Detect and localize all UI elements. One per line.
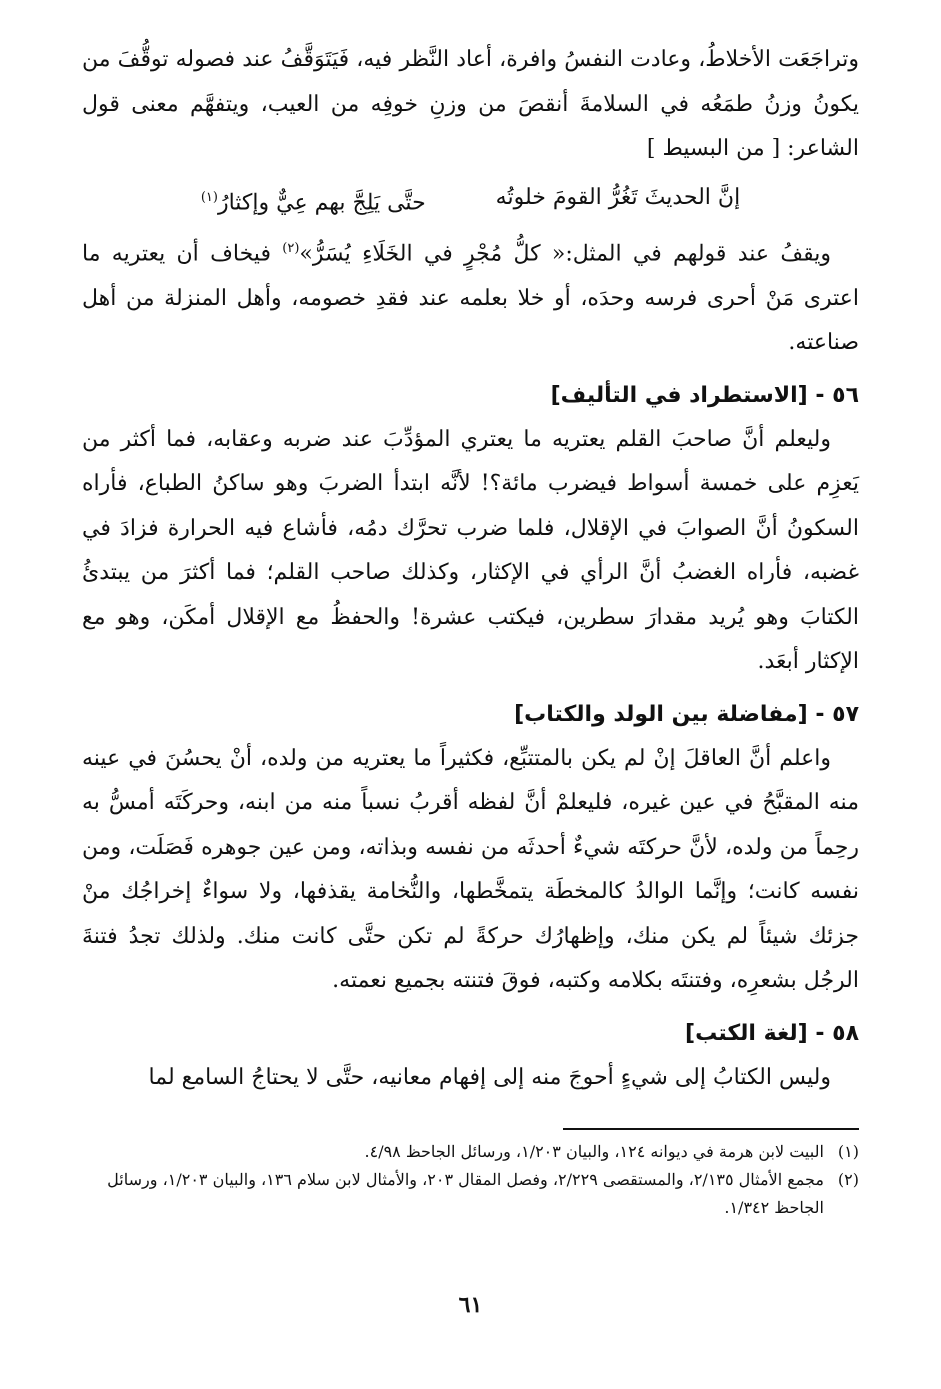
footnote-2-text: مجمع الأمثال ٢/١٣٥، والمستقصى ٢/٢٢٩، وفصل المقال ٢٠٣، والأمثال لابن سلام ١٣٦، والبيان ١/٢٠٣، ورسائل الجاحظ ١/٣٤٢. — [107, 1170, 824, 1218]
verse-second-hemistich-text: حتَّى يَلِجَّ بهم عِيٌّ وإكثارُ — [217, 189, 426, 215]
section-heading-56: ٥٦ - [الاستطراد في التأليف] — [550, 382, 859, 408]
section-heading-58: ٥٨ - [لغة الكتب] — [685, 1020, 859, 1046]
paragraph-5: وليس الكتابُ إلى شيءٍ أحوجَ منه إلى إفهام معانيه، حتَّى لا يحتاجُ السامع لما — [148, 1064, 831, 1090]
footnote-1-number: (١) — [837, 1142, 859, 1162]
footnote-divider — [563, 1128, 859, 1130]
footnote-1 — [82, 1138, 859, 1166]
footnote-1-text: البيت لابن هرمة في ديوانه ١٢٤، والبيان ١/٢٠٣، ورسائل الجاحظ ٤/٩٨. — [364, 1142, 824, 1162]
verse-second-hemistich — [201, 176, 426, 225]
poetry-verse — [82, 176, 859, 225]
paragraph-4: واعلم أنَّ العاقلَ إنْ لم يكن بالمتتبِّع، فكثيراً ما يعتريه من ولده، أنْ يحسُنَ في عينه منه المقبَّحُ في عين غيره، فليعلمْ أنَّ لفظه أقربُ نسباً منه من ابنه، وحركَتَه أمسُّ به رحِماً من ولده، لأنَّ حركتَه شيءٌ أحدثَه من نفسه وبذاته، ومن عين جوهره فَصَلَت، ومن نفسه كانت؛ وإنَّما الوالدُ كالمخطَة يتمخَّطها، والنُّخامة يقذفها، ولا سواءٌ إخراجُك منْ جزئك شيئاً لم يكن منك، وإظهارُك حركةً لم تكن حتَّى كانت منك. ولذلك تجدُ فتنةَ الرجُل بشعرِه، وفتنتَه بكلامه وكتبه، فوقَ فتنته بجميع نعمته. — [82, 745, 859, 994]
paragraph-2-rest: فيخاف أن يعتريه ما اعترى مَنْ أحرى فرسه وحدَه، أو خلا بعلمه عند فقدِ خصومه، وأهل المنزلة من أهل صناعته. — [82, 241, 859, 356]
footnote-ref-1: (١) — [200, 189, 218, 205]
verse-first-hemistich: إنَّ الحديثَ تَغُرُّ القومَ خلوتُه — [495, 184, 741, 210]
paragraph-2 — [82, 227, 859, 366]
footnote-2-number: (٢) — [837, 1170, 859, 1190]
footnote-2 — [82, 1166, 859, 1222]
footnote-ref-2: (٢) — [282, 240, 300, 256]
paragraph-2-proverb: ويقفُ عند قولهم في المثل:« كلُّ مُجْرٍ في الخَلَاءِ يُسَرُّ» — [299, 241, 831, 267]
paragraph-3: وليعلم أنَّ صاحبَ القلم يعتريه ما يعتري المؤدِّبَ عند ضربه وعقابه، فما أكثر من يَعزِم على خمسة أسواط فيضرب مائة؟! لأنَّه ابتدأ الضربَ وهو ساكنُ الطباع، فأراه السكونُ أنَّ الصوابَ في الإقلال، فلما ضرب تحرَّك دمُه، فأشاع فيه الحرارة فزادَ في غضبه، فأراه الغضبُ أنَّ الرأي في الإكثار، وكذلك صاحب القلم؛ فما أكثرَ من يبتدئُ الكتابَ وهو يُريد مقدارَ سطرين، فيكتب عشرة! والحفظُ مع الإقلال أمكَن، وهو مع الإكثار أبعَد. — [82, 426, 859, 675]
page-number: ٦١ — [458, 1292, 483, 1318]
section-heading-57: ٥٧ - [مفاضلة بين الولد والكتاب] — [514, 701, 859, 727]
paragraph-1: وتراجَعَت الأخلاطُ، وعادت النفسُ وافرة، أعاد النَّظر فيه، فَيَتَوَقَّفُ عند فصوله توقُّفَ من يكونُ وزنُ طمَعُه في السلامةَ أنقصَ من وزنِ خوفِه من العيب، ويتفهَّم معنى قول الشاعر: [ من البسيط ] — [82, 47, 859, 161]
